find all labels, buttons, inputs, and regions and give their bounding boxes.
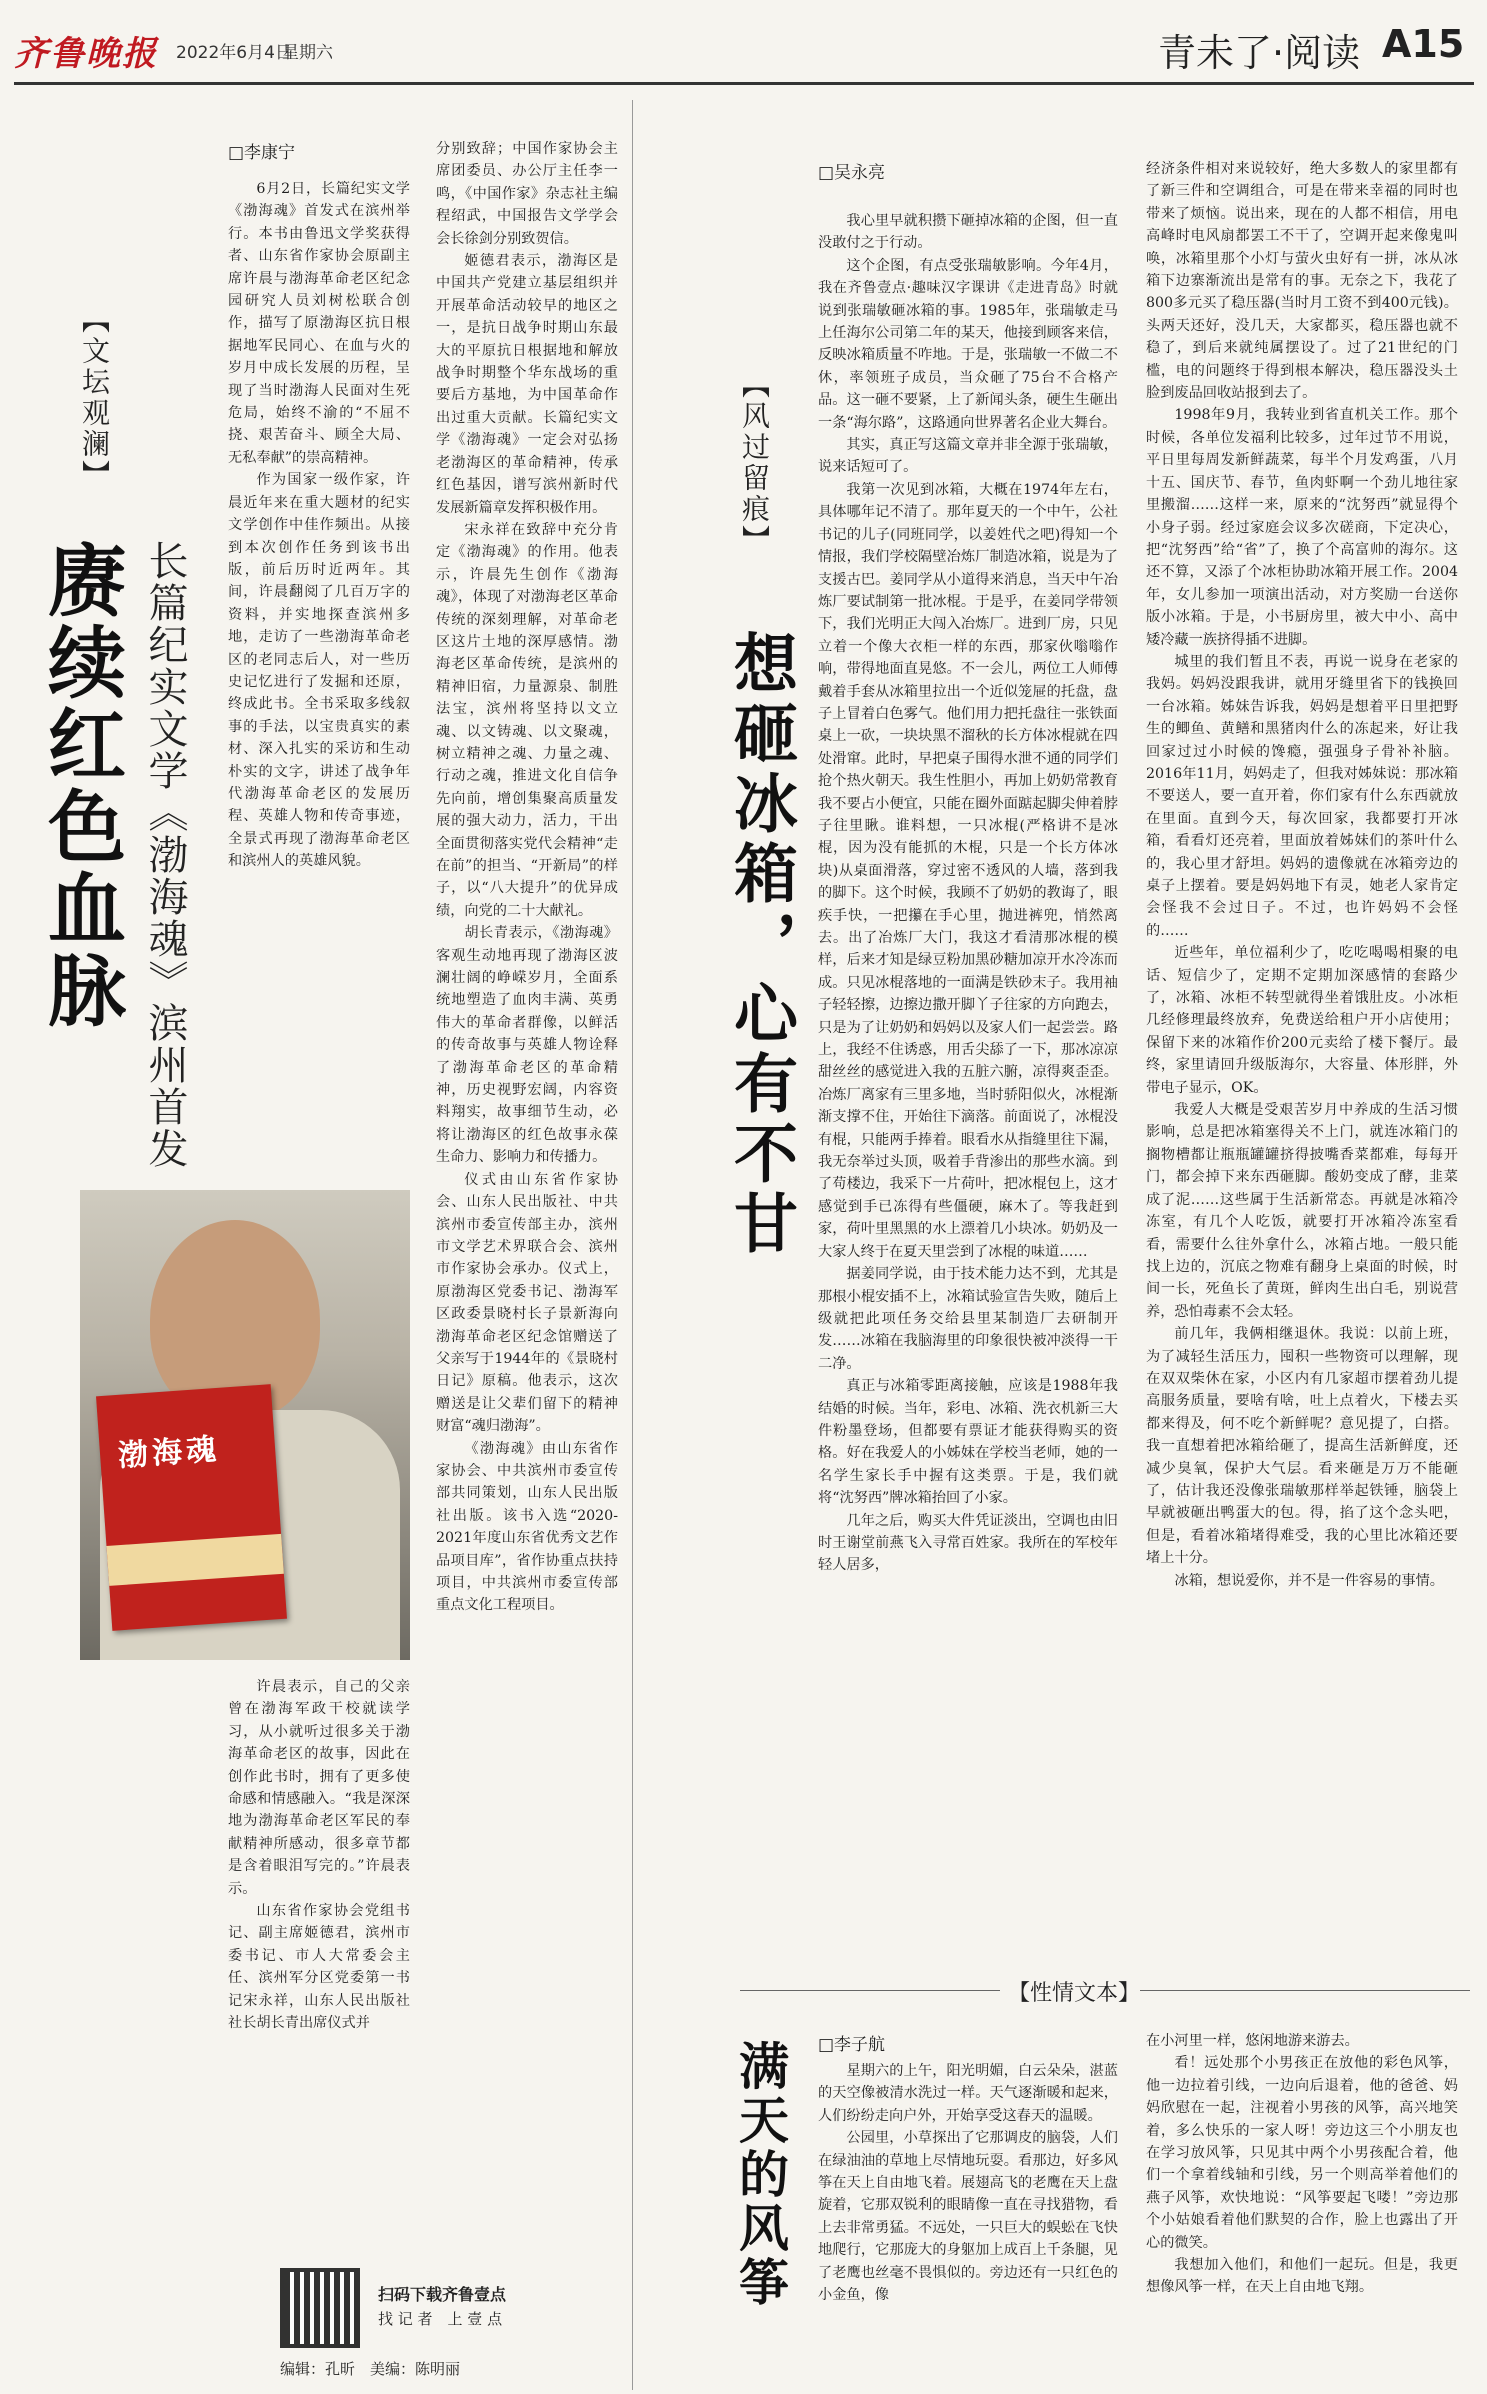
right-col2 xyxy=(1146,158,1458,1592)
issue-date: 2022年6月4日 xyxy=(176,43,292,63)
paragraph: 6月2日，长篇纪实文学《渤海魂》首发式在滨州举行。本书由鲁迅文学奖获得者、山东省作家协会原副主席许晨与渤海革命老区纪念园研究人员刘树松联合创作，描写了原渤海区抗日根据地军民同心、在血与火的岁月中成长发展的历程，呈现了当时渤海人民面对生死危局，始终不渝的“不屈不挠、艰苦奋斗、顾全大局、无私奉献”的崇高精神。 xyxy=(228,181,410,466)
paragraph: 城里的我们暂且不表，再说一说身在老家的我妈。妈妈没跟我讲，就用牙缝里省下的钱换回一台冰箱。姊妹告诉我，妈妈是想着平日里把野生的鲫鱼、黄鳝和黑猪肉什么的冻起来，好让我回家过过小时候的馋瘾，强强身子骨补补脑。2016年11月，妈妈走了，但我对姊妹说：那冰箱不要送人，要一直开着，你们家有什么东西就放在里面。直到今天，每次回家，我都要打开冰箱，看看灯还亮着，里面放着姊妹们的茶叶什么的，我心里才舒坦。妈妈的遗像就在冰箱旁边的桌子上摆着。要是妈妈地下有灵，她老人家肯定会怪我不会过日子。不过，也许妈妈不会怪的…… xyxy=(1146,653,1458,939)
left-col1-bottom xyxy=(228,1676,410,2035)
paragraph: 前几年，我俩相继退休。我说：以前上班，为了减轻生活压力，囤积一些物资可以理解，现在双双柴休在家，小区内有几家超市摆着劲儿提高服务质量，要啥有啥，吐上点着火，下楼去买都来得及，何不吃个新鲜呢？意见提了，白搭。我一直想着把冰箱给砸了，提高生活新鲜度，还减少臭氧，保护大气层。看来砸是万万不能砸了，估计我还没像张瑞敏那样举起铁锤，脑袋上早就被砸出鸭蛋大的包。得，掐了这个念头吧，但是，看着冰箱堵得难受，我的心里比冰箱还要堵上十分。 xyxy=(1146,1326,1458,1567)
bottom-headline: 满天的风筝 xyxy=(731,2040,790,2310)
qr-code-icon[interactable] xyxy=(280,2268,360,2348)
paragraph: 这个企图，有点受张瑞敏影响。今年4月，我在齐鲁壹点·趣味汉字课讲《走进青岛》时就说到张瑞敏砸冰箱的事。1985年，张瑞敏走马上任海尔公司第二年的某天，他接到顾客来信，反映冰箱质量不咋地。于是，张瑞敏一不做二不休，率领班子成员，当众砸了75台不合格产品。这一砸不要紧，上了新闻头条，硬生生砸出一条“海尔路”，这路通向世界著名企业大舞台。 xyxy=(818,257,1118,431)
left-col1-top xyxy=(228,178,410,873)
right-byline: □吴永亮 xyxy=(818,163,886,183)
paragraph: 姬德君表示，渤海区是中国共产党建立基层组织并开展革命活动较早的地区之一，是抗日战争时期山东最大的平原抗日根据地和解放战争时期整个华东战场的重要后方基地，为中国革命作出过重大贡献。长篇纪实文学《渤海魂》一定会对弘扬老渤海区的革命精神，传承红色基因，谱写滨州新时代发展新篇章发挥积极作用。 xyxy=(436,253,618,516)
bottom-byline: □李子航 xyxy=(818,2035,886,2055)
bottom-column-tag: 【性情文本】 xyxy=(1002,1976,1146,2007)
paragraph: 作为国家一级作家，许晨近年来在重大题材的纪实文学创作中佳作频出。从接到本次创作任务到该书出版，前后历时近两年。其间，许晨翻阅了几百万字的资料，并实地探查滨州多地，走访了一些渤海革命老区的老同志后人，对一些历史记忆进行了发掘和还原，终成此书。全书采取多线叙事的手法，以宝贵真实的素材、深入扎实的采访和生动朴实的文字，讲述了战争年代渤海革命老区的发展历程、英雄人物和传奇事迹，全景式再现了渤海革命老区和滨州人的英雄风貌。 xyxy=(228,472,410,870)
bottom-section-rule-right xyxy=(1140,1990,1470,1991)
section-title: 青未了·阅读 xyxy=(1158,31,1361,75)
paragraph: 分别致辞；中国作家协会主席团委员、办公厅主任李一鸣，《中国作家》杂志社主编程绍武，中国报告文学学会会长徐剑分别致贺信。 xyxy=(436,141,618,247)
qr-caption-sub: 找 记 者 上 壹 点 xyxy=(378,2310,503,2328)
paragraph: 我爱人大概是受艰苦岁月中养成的生活习惯影响，总是把冰箱塞得关不上门，就连冰箱门的搁物槽都让瓶瓶罐罐挤得披嘴香菜都难，每每开门，都会掉下来东西砸脚。酸奶变成了酵，韭菜成了泥……这些属于生活新常态。再就是冰箱冷冻室，有几个人吃饭，就要打开冰箱冷冻室看看，需要什么往外拿什么，冰箱占地。一般只能找上边的，沉底之物难有翻身上桌面的时候，时间一长，死鱼长了黄斑，鲜肉生出白毛，别说营养，恐怕毒素不会太轻。 xyxy=(1146,1102,1458,1320)
paragraph: 1998年9月，我转业到省直机关工作。那个时候，各单位发福利比较多，过年过节不用说，平日里每周发新鲜蔬菜，每半个月发鸡蛋，八月十五、国庆节、春节，鱼肉虾啊一个劲儿地往家里搬溜……这样一来，原来的“沈努西”就显得个小身子弱。经过家庭会议多次磋商，下定决心，把“沈努西”给“省”了，换了个高富帅的海尔。这还不算，又添了个冰柜协助冰箱开展工作。2004年，女儿参加一项演出活动，对方奖励一台送你版小冰箱。于是，小书厨房里，被大中小、高中矮冷藏一族挤得插不进脚。 xyxy=(1146,407,1458,648)
header-rule xyxy=(14,82,1474,85)
bottom-col1 xyxy=(818,2060,1118,2306)
paragraph: 仪式由山东省作家协会、山东人民出版社、中共滨州市委宣传部主办，滨州市文学艺术界联合会、滨州市作家协会承办。仪式上，原渤海区党委书记、渤海军区政委景晓村长子景新海向渤海革命老区纪念馆赠送了父亲写于1944年的《景晓村日记》原稿。他表示，这次赠送是让父辈们留下的精神财富“魂归渤海”。 xyxy=(436,1171,618,1435)
paragraph: 冰箱，想说爱你，并不是一件容易的事情。 xyxy=(1174,1572,1444,1589)
section-divider xyxy=(632,100,633,2390)
paragraph: 看！远处那个小男孩正在放他的彩色风筝，他一边拉着引线，一边向后退着，他的爸爸、妈妈欣慰在一起，注视着小男孩的风筝，高兴地笑着，多么快乐的一家人呀！旁边这三个小朋友也在学习放风筝，只见其中两个小男孩配合着，他们一个拿着线轴和引线，另一个则高举着他们的燕子风筝，欢快地说：“风筝要起飞喽！”旁边那个小姑娘看着他们默契的合作，脸上也露出了开心的微笑。 xyxy=(1146,2055,1458,2251)
paragraph: 近些年，单位福利少了，吃吃喝喝相聚的电话、短信少了，定期不定期加深感情的套路少了，冰箱、冰柜不转型就得坐着饿肚皮。小冰柜几经修理最终放弃，免费送给租户开小店使用；保留下来的冰箱作价200元卖给了楼下餐厅。最终，家里请回升级版海尔，大容量、体形胖，外带电子显示，OK。 xyxy=(1146,945,1458,1096)
paragraph: 山东省作家协会党组书记、副主席姬德君，滨州市委书记、市人大常委会主任、滨州军分区党委第一书记宋永祥，山东人民出版社社长胡长青出席仪式并 xyxy=(228,1903,410,2032)
qr-caption-main: 扫码下载齐鲁壹点 xyxy=(378,2285,507,2304)
author-photo xyxy=(80,1190,410,1660)
paragraph: 据姜同学说，由于技术能力达不到，尤其是那根小棍安插不上，冰箱试验宣告失败，随后上级就把此项任务交给县里某制造厂去研制开发……冰箱在我脑海里的印象很快被冲淡得一干二净。 xyxy=(818,1266,1118,1372)
left-headline: 赓续红色血脉 xyxy=(35,540,126,1032)
bottom-section-rule-left xyxy=(740,1990,1000,1991)
newspaper-logo: 齐鲁晚报 xyxy=(14,34,158,74)
paragraph: 公园里，小草探出了它那调皮的脑袋，人们在绿油油的草地上尽情地玩耍。看那边，好多风筝在天上自由地飞着。展翅高飞的老鹰在天上盘旋着，它那双锐利的眼睛像一直在寻找猎物，看上去非常勇猛。不远处，一只巨大的蜈蚣在飞快地爬行，它那庞大的身躯加上成百上千条腿，见了老鹰也丝毫不畏惧似的。旁边还有一只红色的小金鱼，像 xyxy=(818,2130,1118,2304)
paragraph: 许晨表示，自己的父亲曾在渤海军政干校就读学习，从小就听过很多关于渤海革命老区的故事，因此在创作此书时，拥有了更多使命感和情感融入。“我是深深地为渤海革命老区军民的奉献精神所感动，很多章节都是含着眼泪写完的。”许晨表示。 xyxy=(228,1679,410,1897)
paragraph: 我第一次见到冰箱，大概在1974年左右，具体哪年记不清了。那年夏天的一个中午，公社书记的儿子(同班同学，以姜姓代之吧)得知一个情报，我们学校隔壁冶炼厂制造冰箱，说是为了支援古巴。姜同学从小道得来消息，当天中午冶炼厂要试制第一批冰棍。于是乎，在姜同学带领下，我们光明正大闯入冶炼厂。进到厂房，只见立着一个像大衣柜一样的东西，那家伙嗡嗡作响，带得地面直晃悠。不一会儿，两位工人师傅戴着手套从冰箱里拉出一个近似笼屉的托盘，盘子上冒着白色雾气。他们用力把托盘往一张铁面桌上一砍，一块块黑不溜秋的长方体冰棍就在四处滑窜。此时，早把桌子围得水泄不通的同学们抢个热火朝天。我生性胆小，再加上奶奶常教育我不要占小便宜，只能在圈外面踮起脚尖伸着脖子往里瞅。谁料想，一只冰棍(严格讲不是冰棍，因为没有能抓的木棍，只是一个长方体冰块)从桌面滑落，穿过密不透风的人墙，落到我的脚下。这个时候，我顾不了奶奶的教诲了，眼疾手快，一把攥在手心里，抛进裤兜，悄然离去。出了冶炼厂大门，我这才看清那冰棍的模样，后来才知是绿豆粉加黑砂糖加凉开水冷冻而成。只见冰棍落地的一面满是铁砂末子。我用袖子轻轻擦，边擦边撒开脚丫子往家的方向跑去，只是为了让奶奶和妈妈以及家人们一起尝尝。路上，我经不住诱惑，用舌尖舔了一下，那冰凉凉甜丝丝的感觉进入我的五脏六腑，凉得爽歪歪。冶炼厂离家有三里多地，当时骄阳似火，冰棍渐渐支撑不住，开始往下滴落。前面说了，冰棍没有棍，只能两手捧着。眼看水从指缝里往下漏，我无奈举过头顶，吸着手背渗出的那些水滴。到了苟楼边，我采下一片荷叶，把冰棍包上，这才感觉到手已冻得有些僵硬，麻木了。等我赶到家，荷叶里黑黑的水上漂着几小块冰。奶奶及一大家人终于在夏天里尝到了冰棍的味道…… xyxy=(818,481,1118,1260)
editor-credit: 编辑：孔昕 美编：陈明丽 xyxy=(280,2360,461,2378)
paragraph: 《渤海魂》由山东省作家协会、中共滨州市委宣传部共同策划，山东人民出版社出版。该书入选“2020-2021年度山东省优秀文艺作品项目库”，省作协重点扶持项目，中共滨州市委宣传部重点文化工程项目。 xyxy=(436,1440,618,1614)
right-col1 xyxy=(818,210,1118,1577)
left-subheadline: 长篇纪实文学《渤海魂》滨州首发 xyxy=(142,540,188,1170)
page-number: A15 xyxy=(1382,22,1465,66)
paragraph: 真正与冰箱零距离接触，应该是1988年我结婚的时候。当年，彩电、冰箱、洗衣机新三大件粉墨登场，但都要有票证才能获得购买的资格。好在我爱人的小姊妹在学校当老师，她的一名学生家长手中握有这类票。于是，我们就将“沈努西”牌冰箱抬回了小家。 xyxy=(818,1378,1118,1507)
paragraph: 几年之后，购买大件凭证淡出，空调也由旧时王谢堂前燕飞入寻常百姓家。我所在的军校年轻人居多， xyxy=(818,1512,1118,1574)
paragraph: 我想加入他们，和他们一起玩。但是，我更想像风筝一样，在天上自由地飞翔。 xyxy=(1146,2257,1458,2296)
paragraph: 其实，真正写这篇文章并非全源于张瑞敏，说来话短可了。 xyxy=(818,437,1118,476)
paragraph: 我心里早就积攒下砸掉冰箱的企图，但一直没敢付之于行动。 xyxy=(818,213,1118,252)
book-cover xyxy=(96,1384,287,1631)
paragraph: 星期六的上午，阳光明媚，白云朵朵，湛蓝的天空像被清水洗过一样。天气逐渐暖和起来，人们纷纷走向户外，开始享受这春天的温暖。 xyxy=(818,2063,1118,2124)
paragraph: 经济条件相对来说较好，绝大多数人的家里都有了新三件和空调组合，可是在带来幸福的同时也带来了烦恼。说出来，现在的人都不相信，用电高峰时电风扇都罢工不干了，空调开起来像鬼叫唤，冰箱里那个小灯与萤火虫好有一拼，冰从冰箱下边寨渐流出是常有的事。无奈之下，我花了800多元买了稳压器(当时月工资不到400元钱)。头两天还好，没几天，大家都买，稳压器也就不稳了，到后来就纯属摆设了。过了21世纪的门槛，电的问题终于得到根本解决，稳压器没头土脸到废品回收站报到去了。 xyxy=(1146,161,1458,402)
right-column-tag: 【风过留痕】 xyxy=(738,370,771,556)
book-cover-band xyxy=(106,1534,283,1586)
paragraph: 宋永祥在致辞中充分肯定《渤海魂》的作用。他表示，许晨先生创作《渤海魂》，体现了对渤海老区革命传统的深刻理解，对革命老区这片土地的深厚感情。渤海老区革命传统，是滨州的精神旧宿，力量源泉、制胜法宝，滨州将坚持以文立魂、以文铸魂、以文聚魂，树立精神之魂、力量之魂、行动之魂，推进文化自信争先向前，增创集聚高质量发展的强大动力，活力，干出全面贯彻落实党代会精神“走在前”的担当、“开新局”的样子，以“八大提升”的优异成绩，向党的二十大献礼。 xyxy=(436,521,618,919)
right-headline: 想砸冰箱，心有不甘 xyxy=(723,630,798,1260)
left-column-tag: 【文坛观澜】 xyxy=(78,305,111,491)
left-byline: □李康宁 xyxy=(228,143,296,163)
paragraph: 胡长青表示，《渤海魂》客观生动地再现了渤海区波澜壮阔的峥嵘岁月，全面系统地塑造了血肉丰满、英勇伟大的革命者群像，以鲜活的传奇故事与英雄人物诠释了渤海革命老区的革命精神，历史视野宏阔，内容资料翔实，故事细节生动，必将让渤海区的红色故事永葆生命力、影响力和传播力。 xyxy=(436,925,618,1166)
paragraph: 在小河里一样，悠闲地游来游去。 xyxy=(1146,2033,1359,2049)
bottom-col2 xyxy=(1146,2030,1458,2299)
left-col2 xyxy=(436,138,618,1617)
book-cover-title: 渤海魂 xyxy=(117,1431,222,1474)
issue-weekday: 星期六 xyxy=(282,43,333,63)
